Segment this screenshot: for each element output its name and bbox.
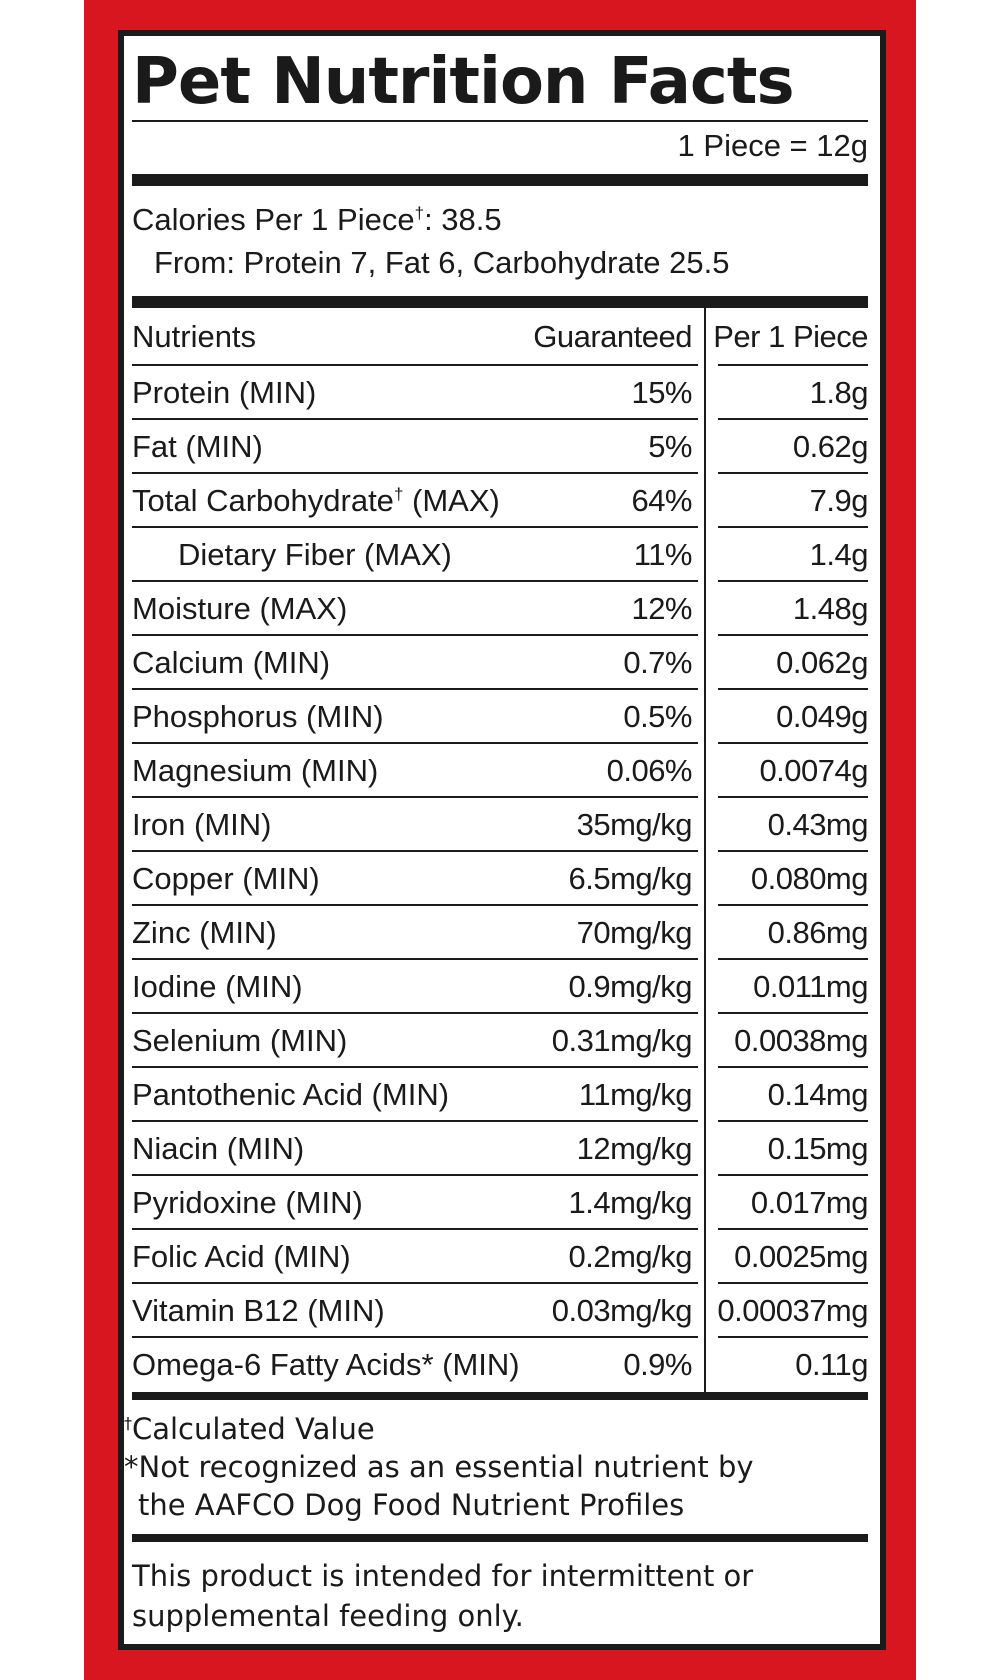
nutrient-name: Calcium (MIN) — [132, 645, 331, 680]
nutrient-name: Copper (MIN) — [132, 861, 320, 896]
nutrient-name: Total Carbohydrate† (MAX) — [132, 483, 500, 518]
table-row — [132, 1338, 868, 1392]
guaranteed-value: 0.5% — [623, 699, 692, 734]
nutrient-name: Iron (MIN) — [132, 807, 272, 842]
serving-divider — [132, 174, 868, 186]
nutrient-name: Selenium (MIN) — [132, 1023, 348, 1058]
nutrient-name: Pantothenic Acid (MIN) — [132, 1077, 450, 1112]
calories-section — [132, 186, 868, 296]
guaranteed-value: 0.03mg/kg — [551, 1293, 692, 1328]
guaranteed-value: 6.5mg/kg — [568, 861, 692, 896]
nutrition-facts-content — [124, 44, 868, 1636]
page-title: Pet Nutrition Facts — [132, 45, 794, 119]
nutrient-name: Iodine (MIN) — [132, 969, 303, 1004]
table-row — [132, 906, 868, 960]
table-row — [132, 366, 868, 420]
table-row — [132, 1284, 868, 1338]
nutrient-name: Phosphorus (MIN) — [132, 699, 384, 734]
footnotes — [124, 1400, 868, 1534]
per-piece-value: 0.11g — [795, 1347, 868, 1382]
nutrient-name: Moisture (MAX) — [132, 591, 348, 626]
guaranteed-value: 0.06% — [606, 753, 692, 788]
table-row — [132, 960, 868, 1014]
per-piece-value: 0.080mg — [750, 861, 868, 896]
table-row — [132, 420, 868, 474]
per-piece-value: 0.062g — [776, 645, 868, 680]
table-row — [132, 582, 868, 636]
guaranteed-value: 0.31mg/kg — [551, 1023, 692, 1058]
guaranteed-value: 11mg/kg — [578, 1077, 692, 1112]
table-row — [132, 1230, 868, 1284]
table-row — [132, 474, 868, 528]
statement-line1: This product is intended for intermittent or — [132, 1559, 754, 1593]
per-piece-value: 0.15mg — [767, 1131, 868, 1166]
table-bottom-divider — [132, 1392, 868, 1400]
guaranteed-value: 5% — [648, 429, 692, 464]
nutrient-name: Magnesium (MIN) — [132, 753, 379, 788]
per-piece-value: 0.0074g — [759, 753, 868, 788]
table-row — [132, 636, 868, 690]
table-row — [132, 744, 868, 798]
nutrient-table — [132, 308, 868, 1392]
per-piece-value: 0.14mg — [767, 1077, 868, 1112]
table-row — [132, 1176, 868, 1230]
table-row — [132, 798, 868, 852]
table-row — [132, 1068, 868, 1122]
table-row — [132, 852, 868, 906]
footnote-dagger: †Calculated Value — [124, 1412, 375, 1446]
per-piece-value: 0.011mg — [753, 969, 868, 1004]
per-piece-value: 1.48g — [792, 591, 868, 626]
calories-from: From: Protein 7, Fat 6, Carbohydrate 25.5 — [154, 245, 730, 280]
guaranteed-value: 70mg/kg — [576, 915, 692, 950]
table-row — [132, 528, 868, 582]
per-piece-value: 7.9g — [809, 483, 868, 518]
nutrient-name: Pyridoxine (MIN) — [132, 1185, 363, 1220]
nutrient-name: Folic Acid (MIN) — [132, 1239, 351, 1274]
feeding-statement — [132, 1542, 868, 1636]
footnote-asterisk-line1: *Not recognized as an essential nutrient by — [124, 1450, 754, 1484]
nutrient-name: Vitamin B12 (MIN) — [132, 1293, 385, 1328]
guaranteed-value: 0.9mg/kg — [568, 969, 692, 1004]
guaranteed-value: 12% — [631, 591, 692, 626]
header-per-piece: Per 1 Piece — [713, 319, 868, 354]
per-piece-value: 0.86mg — [767, 915, 868, 950]
serving-size: 1 Piece = 12g — [677, 128, 868, 163]
nutrient-name: Dietary Fiber (MAX) — [178, 537, 452, 572]
per-piece-value: 0.0025mg — [734, 1239, 868, 1274]
guaranteed-value: 12mg/kg — [576, 1131, 692, 1166]
nutrient-name: Omega-6 Fatty Acids* (MIN) — [132, 1347, 520, 1382]
guaranteed-value: 1.4mg/kg — [568, 1185, 692, 1220]
calories-value: : 38.5 — [424, 202, 502, 237]
header-guaranteed: Guaranteed — [533, 319, 692, 354]
nutrient-name: Niacin (MIN) — [132, 1131, 305, 1166]
table-row — [132, 1014, 868, 1068]
nutrient-name: Protein (MIN) — [132, 375, 317, 410]
per-piece-value: 0.0038mg — [734, 1023, 868, 1058]
calories-label: Calories Per 1 Piece — [132, 202, 415, 237]
calories-dagger: † — [414, 203, 425, 223]
guaranteed-value: 64% — [631, 483, 692, 518]
calories-line — [132, 198, 868, 241]
per-piece-value: 0.43mg — [767, 807, 868, 842]
per-piece-value: 0.049g — [776, 699, 868, 734]
guaranteed-value: 0.2mg/kg — [568, 1239, 692, 1274]
table-header-row — [132, 308, 868, 366]
guaranteed-value: 0.9% — [623, 1347, 692, 1382]
per-piece-value: 0.62g — [792, 429, 868, 464]
per-piece-value: 0.00037mg — [717, 1293, 868, 1328]
footnote-divider — [132, 1534, 868, 1542]
statement-line2: supplemental feeding only. — [132, 1599, 524, 1633]
calories-divider — [132, 296, 868, 308]
nutrient-name: Fat (MIN) — [132, 429, 263, 464]
header-nutrients: Nutrients — [132, 319, 257, 354]
table-row — [132, 1122, 868, 1176]
guaranteed-value: 0.7% — [623, 645, 692, 680]
table-row — [132, 690, 868, 744]
guaranteed-value: 15% — [631, 375, 692, 410]
per-piece-value: 0.017mg — [750, 1185, 868, 1220]
nutrient-name: Zinc (MIN) — [132, 915, 277, 950]
per-piece-value: 1.8g — [809, 375, 868, 410]
footnote-asterisk-line2: the AAFCO Dog Food Nutrient Profiles — [138, 1488, 685, 1522]
guaranteed-value: 35mg/kg — [576, 807, 692, 842]
guaranteed-value: 11% — [633, 537, 692, 572]
per-piece-value: 1.4g — [809, 537, 868, 572]
